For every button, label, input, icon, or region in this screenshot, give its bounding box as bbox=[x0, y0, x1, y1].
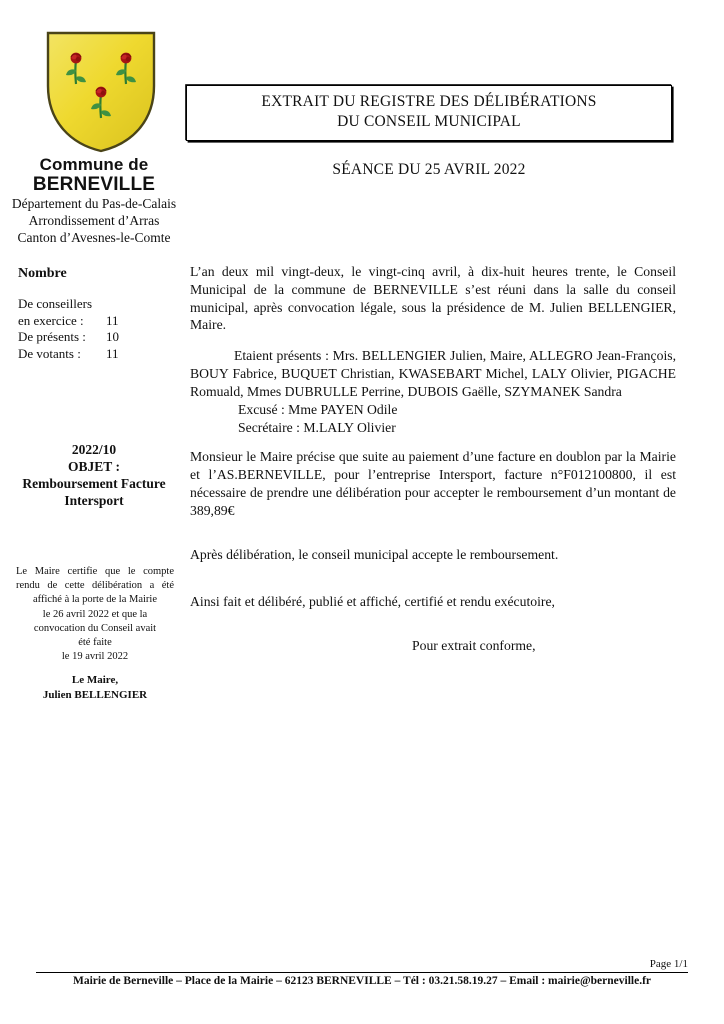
line-excuse: Excusé : Mme PAYEN Odile bbox=[238, 401, 398, 417]
certification-affichage: le 26 avril 2022 et que la bbox=[42, 608, 148, 620]
count-row bbox=[18, 296, 178, 313]
shield-icon bbox=[45, 30, 157, 154]
certification-block bbox=[16, 565, 174, 664]
objet-label: OBJET : bbox=[68, 458, 120, 474]
paragraph-decision: Après délibération, le conseil municipal accepte le remboursement. bbox=[190, 546, 559, 562]
certification-text: Le Maire certifie que le compte rendu de cette délibération a été affiché à la porte de la Mairie bbox=[16, 566, 174, 606]
signature-role: Le Maire, bbox=[71, 674, 119, 686]
objet-line1: Remboursement Facture bbox=[22, 475, 166, 491]
main-content bbox=[190, 263, 676, 655]
signature-block bbox=[16, 673, 174, 702]
line-pour-extrait-conforme: Pour extrait conforme, bbox=[412, 638, 536, 654]
count-row bbox=[18, 313, 178, 330]
title-line-2: DU CONSEIL MUNICIPAL bbox=[337, 112, 521, 130]
count-value: 11 bbox=[106, 312, 119, 328]
nombre-counts bbox=[18, 296, 178, 363]
count-value: 10 bbox=[106, 329, 119, 345]
paragraph-presents: Etaient présents : Mrs. BELLENGIER Julien, Maire, ALLEGRO Jean-François, BOUY Fabrice, BUQUET Christian, KWASEBART Michel, LALY Olivier, PIGACHE Romuald, Mmes DUBRULLE Perrine, DUBOIS Gaëlle, SZYMANEK Sandra bbox=[190, 348, 676, 399]
certification-date: le 19 avril 2022 bbox=[61, 651, 129, 663]
objet-block bbox=[6, 442, 182, 510]
objet-reference: 2022/10 bbox=[71, 442, 117, 457]
footer-address: Mairie de Berneville – Place de la Mairie – 62123 BERNEVILLE – Tél : 03.21.58.19.27 – Email : mairie@berneville.fr bbox=[72, 975, 652, 987]
line-secretaire: Secrétaire : M.LALY Olivier bbox=[238, 419, 396, 435]
certification-convocation: convocation du Conseil avait bbox=[33, 622, 157, 634]
count-label: De conseillers bbox=[18, 296, 93, 311]
signature-name: Julien BELLENGIER bbox=[42, 688, 148, 701]
count-label: De présents : bbox=[18, 329, 86, 345]
certification-faite: été faite bbox=[78, 636, 112, 648]
commune-line1: Commune de bbox=[39, 155, 149, 174]
paragraph-formula: Ainsi fait et délibéré, publié et affiché, certifié et rendu exécutoire, bbox=[190, 594, 555, 610]
paragraph-object: Monsieur le Maire précise que suite au paiement d’une facture en doublon par la Mairie et l’AS.BERNEVILLE, pour l’entreprise Intersport, facture n°F012100800, il est nécessaire de prendre une délibération pour accepter le remboursement d’un montant de 389,89€ bbox=[190, 449, 676, 518]
coat-of-arms bbox=[45, 30, 157, 154]
session-date: SÉANCE DU 25 AVRIL 2022 bbox=[332, 161, 526, 178]
title-line-1: EXTRAIT DU REGISTRE DES DÉLIBÉRATIONS bbox=[261, 93, 597, 110]
document-title-box bbox=[186, 85, 672, 141]
commune-name: BERNEVILLE bbox=[32, 174, 156, 196]
nombre-heading: Nombre bbox=[18, 266, 67, 281]
commune-arrondissement: Arrondissement d’Arras bbox=[28, 212, 160, 228]
count-label: en exercice : bbox=[18, 312, 84, 328]
count-row bbox=[18, 346, 178, 363]
count-value: 11 bbox=[106, 345, 119, 361]
commune-canton: Canton d’Avesnes-le-Comte bbox=[17, 229, 171, 245]
footer-divider bbox=[36, 972, 688, 973]
count-label: De votants : bbox=[18, 345, 81, 361]
commune-departement: Département du Pas-de-Calais bbox=[11, 196, 177, 212]
commune-heading bbox=[0, 155, 188, 247]
paragraph-opening: L’an deux mil vingt-deux, le vingt-cinq avril, à dix-huit heures trente, le Conseil Municipal de la commune de BERNEVILLE s’est réuni dans la salle du conseil municipal, après convocation légale, sous la présidence de M. Julien BELLENGIER, Maire. bbox=[190, 264, 676, 333]
page-number: Page 1/1 bbox=[649, 958, 688, 970]
objet-line2: Intersport bbox=[64, 492, 124, 508]
count-row bbox=[18, 329, 178, 346]
